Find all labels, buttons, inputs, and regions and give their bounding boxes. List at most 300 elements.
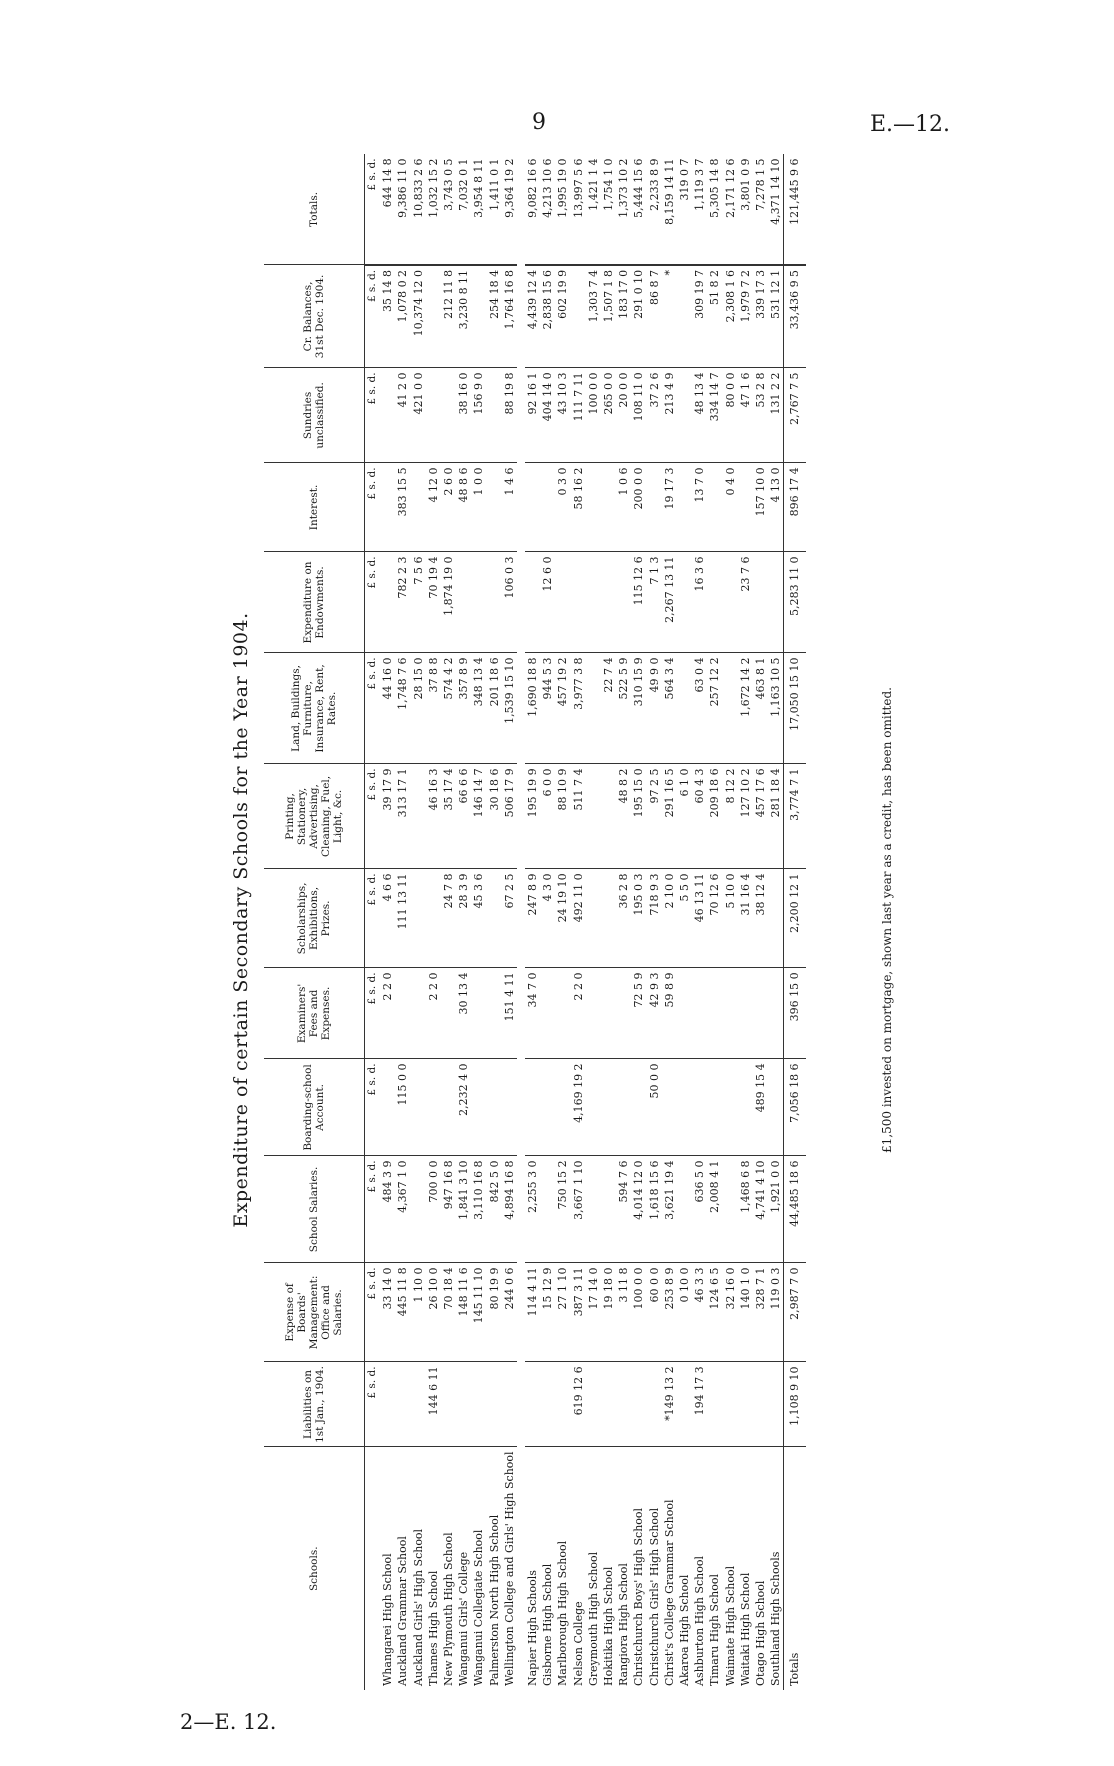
table-cell: 4 6 6 [380,869,395,968]
table-cell: 2 6 0 [441,463,456,552]
table-cell: 124 6 5 [707,1263,722,1362]
table-cell: 48 13 4 [692,368,707,463]
table-cell: 1,921 0 0 [768,1156,784,1263]
table-cell: 48 8 6 [456,463,471,552]
table-cell [677,1362,692,1447]
table-cell [738,1059,753,1156]
table-cell [723,1156,738,1263]
table-cell [380,552,395,653]
table-cell [677,265,692,368]
table-cell: 244 0 6 [502,1263,517,1362]
table-cell: 5 5 0 [677,869,692,968]
table-cell: 2,308 1 6 [723,265,738,368]
table-cell [707,1059,722,1156]
table-cell: 4,741 4 10 [753,1156,768,1263]
table-cell: 3,977 3 8 [571,653,586,764]
table-row [707,154,722,1690]
table-cell: £ s. d. [365,463,381,552]
table-cell: 148 11 6 [456,1263,471,1362]
table-cell: 2,233 8 9 [647,154,662,265]
footer-code: 2—E. 12. [180,1710,277,1734]
table-cell: 4,894 16 8 [502,1156,517,1263]
table-cell: 531 12 1 [768,265,784,368]
table-cell: 111 7 11 [571,368,586,463]
row-label [365,1447,381,1690]
table-cell [540,1156,555,1263]
row-label: New Plymouth High School [442,1532,456,1686]
column-header: Land, Buildings, Furniture, Insurance, Rent, Rates. [264,653,365,764]
table-cell: 9,364 19 2 [502,154,517,265]
table-cell: 357 8 9 [456,653,471,764]
table-cell: 15 12 9 [540,1263,555,1362]
table-cell [411,869,426,968]
table-cell: 0 4 0 [723,463,738,552]
table-cell: 47 1 6 [738,368,753,463]
table-cell: 10,833 2 6 [411,154,426,265]
table-cell: 4,367 1 0 [395,1156,410,1263]
table-cell [411,1156,426,1263]
table-cell: 2,255 3 0 [525,1156,540,1263]
table-cell: 121,445 9 6 [784,154,806,265]
row-label: Ashburton High School [693,1556,707,1686]
table-cell: 1,032 15 2 [426,154,441,265]
table-cell: 644 14 8 [380,154,395,265]
table-cell [426,368,441,463]
table-cell: 5 10 0 [723,869,738,968]
table-cell: 145 11 10 [471,1263,486,1362]
table-cell [411,463,426,552]
table-cell: 20 0 0 [616,368,631,463]
table-cell: 265 0 0 [601,368,616,463]
table-cell: 1 0 0 [471,463,486,552]
table-cell: 4,371 14 10 [768,154,784,265]
table-cell [502,1362,517,1447]
table-cell: 53 2 8 [753,368,768,463]
table-cell: 3,667 1 10 [571,1156,586,1263]
table-cell [487,869,502,968]
table-cell: 1,874 19 0 [441,552,456,653]
table-cell: 43 10 3 [555,368,570,463]
table-cell: 1,078 0 2 [395,265,410,368]
table-row [456,154,471,1690]
row-label: Wellington College and Girls' High School [502,1451,516,1686]
table-row [571,154,586,1690]
table-cell: 445 11 8 [395,1263,410,1362]
table-cell: 564 3 4 [662,653,677,764]
table-cell: 13,997 5 6 [571,154,586,265]
table-cell: 396 15 0 [784,968,806,1059]
table-cell: 619 12 6 [571,1362,586,1447]
table-cell: 108 11 0 [631,368,646,463]
table-cell: 42 9 3 [647,968,662,1059]
table-cell [616,1059,631,1156]
table-cell: 6 1 0 [677,764,692,869]
table-cell: £ s. d. [365,653,381,764]
table-cell: 3,774 7 1 [784,764,806,869]
row-label: Wanganui Collegiate School [472,1529,486,1686]
table-cell [768,968,784,1059]
table-row [426,154,441,1690]
table-cell [616,968,631,1059]
table-cell: 151 4 11 [502,968,517,1059]
table-cell: 1,468 6 8 [738,1156,753,1263]
table-cell: 3,801 0 9 [738,154,753,265]
table-cell: 60 4 3 [692,764,707,869]
table-cell: 70 18 4 [441,1263,456,1362]
table-cell: 4,439 12 4 [525,265,540,368]
table-cell [601,1362,616,1447]
table-cell: *149 13 2 [662,1362,677,1447]
table-cell: 7 1 3 [647,552,662,653]
table-cell [555,552,570,653]
table-row [692,154,707,1690]
row-label: Akaroa High School [678,1574,692,1686]
table-body [365,154,806,1690]
table-cell [768,1059,784,1156]
table-cell [753,1362,768,1447]
table-cell [723,552,738,653]
table-cell [411,764,426,869]
table-cell: 1,690 18 8 [525,653,540,764]
table-cell: 506 17 9 [502,764,517,869]
table-cell: 48 8 2 [616,764,631,869]
table-cell [525,1362,540,1447]
table-cell [601,869,616,968]
table-row [616,154,631,1690]
table-cell [487,368,502,463]
table-cell: 51 8 2 [707,265,722,368]
table-cell: 24 7 8 [441,869,456,968]
table-row [540,154,555,1690]
table-cell: 4,014 12 0 [631,1156,646,1263]
table-cell: 209 18 6 [707,764,722,869]
table-cell: 2,987 7 0 [784,1263,806,1362]
table-cell [677,463,692,552]
table-cell [525,1059,540,1156]
table-cell [586,653,601,764]
table-cell: 8 12 2 [723,764,738,869]
table-cell: 484 3 9 [380,1156,395,1263]
table-cell: 195 19 9 [525,764,540,869]
row-label: Timaru High School [708,1574,722,1686]
table-cell: 88 19 8 [502,368,517,463]
table-cell [601,1059,616,1156]
table-cell: 842 5 0 [487,1156,502,1263]
table-cell: 88 10 9 [555,764,570,869]
table-cell: 750 15 2 [555,1156,570,1263]
table-cell: 46 13 11 [692,869,707,968]
table-cell [677,1156,692,1263]
table-cell [426,1059,441,1156]
table-cell: 348 13 4 [471,653,486,764]
table-cell: 1,163 10 5 [768,653,784,764]
table-cell: 144 6 11 [426,1362,441,1447]
table-cell: 1,108 9 10 [784,1362,806,1447]
table-cell [723,1059,738,1156]
table-cell: 157 10 0 [753,463,768,552]
page-number: 9 [532,110,546,135]
table-cell: 421 0 0 [411,368,426,463]
table-cell: 100 0 0 [586,368,601,463]
table-cell [707,968,722,1059]
table-title: Expenditure of certain Secondary Schools for the Year 1904. [230,612,252,1228]
table-cell [426,265,441,368]
table-cell [586,1059,601,1156]
table-cell: 2 2 0 [571,968,586,1059]
table-row [601,154,616,1690]
table-cell: 0 10 0 [677,1263,692,1362]
table-cell [586,1362,601,1447]
table-cell: 319 0 7 [677,154,692,265]
table-cell: 309 19 7 [692,265,707,368]
table-cell [540,968,555,1059]
table-cell: 80 19 9 [487,1263,502,1362]
table-cell: 5,283 11 0 [784,552,806,653]
table-cell: 66 6 6 [456,764,471,869]
table-cell: 253 8 9 [662,1263,677,1362]
table-cell [471,1362,486,1447]
table-cell: 334 14 7 [707,368,722,463]
table-cell: 46 16 3 [426,764,441,869]
table-row [555,154,570,1690]
table-cell: 24 19 10 [555,869,570,968]
table-cell [738,1362,753,1447]
table-cell: 140 1 0 [738,1263,753,1362]
table-cell [441,1059,456,1156]
table-cell: 106 0 3 [502,552,517,653]
table-cell [662,1059,677,1156]
table-cell: 1,979 7 2 [738,265,753,368]
table-cell [738,463,753,552]
table-cell [555,1059,570,1156]
table-cell: 2 2 0 [380,968,395,1059]
table-cell [677,653,692,764]
rotated-table-region [230,150,1010,1690]
table-cell [586,552,601,653]
document-reference: E.—12. [870,112,951,137]
row-label: Christ's College Grammar School [662,1499,676,1686]
table-cell [441,368,456,463]
table-cell [571,265,586,368]
table-cell [631,1362,646,1447]
column-header: Scholarships, Exhibitions, Prizes. [264,869,365,968]
table-cell: 50 0 0 [647,1059,662,1156]
table-row [631,154,646,1690]
table-cell [441,968,456,1059]
table-cell [571,552,586,653]
table-row [586,154,601,1690]
table-cell: 328 7 1 [753,1263,768,1362]
table-row [677,154,692,1690]
table-cell [487,552,502,653]
table-cell: 35 14 8 [380,265,395,368]
table-cell: 114 4 11 [525,1263,540,1362]
table-cell: 947 16 8 [441,1156,456,1263]
row-label: Nelson College [571,1601,585,1686]
table-cell [586,968,601,1059]
table-cell: 19 18 0 [601,1263,616,1362]
table-cell: 72 5 9 [631,968,646,1059]
table-cell: 7,056 18 6 [784,1059,806,1156]
table-cell [753,552,768,653]
table-cell: 17,050 15 10 [784,653,806,764]
table-cell: 115 0 0 [395,1059,410,1156]
table-cell [540,1362,555,1447]
table-cell: 4,169 19 2 [571,1059,586,1156]
table-cell [707,463,722,552]
table-row [647,154,662,1690]
header-row [264,154,365,1690]
row-label: Waitaki High School [738,1572,752,1686]
table-cell [380,463,395,552]
table-cell: 200 0 0 [631,463,646,552]
row-label: Wanganui Girls' College [457,1551,471,1686]
table-cell: 511 7 4 [571,764,586,869]
table-cell: 387 3 11 [571,1263,586,1362]
table-cell [723,1362,738,1447]
table-cell [586,869,601,968]
table-cell [487,463,502,552]
table-cell [487,1059,502,1156]
table-cell: 2 10 0 [662,869,677,968]
table-cell: 119 0 3 [768,1263,784,1362]
table-cell: 1,995 19 0 [555,154,570,265]
table-cell: 1,748 7 6 [395,653,410,764]
table-cell: 97 2 5 [647,764,662,869]
row-label: Waimate High School [723,1565,737,1686]
table-cell: 5,305 14 8 [707,154,722,265]
table-row [411,154,426,1690]
table-cell [555,1362,570,1447]
column-header: Cr. Balances, 31st Dec. 1904. [264,265,365,368]
table-cell [647,463,662,552]
table-cell: 5,444 15 6 [631,154,646,265]
table-cell: 3,621 19 4 [662,1156,677,1263]
table-cell [456,1362,471,1447]
table-cell: 2,200 12 1 [784,869,806,968]
column-header: Liabilities on 1st Jan., 1904. [264,1362,365,1447]
column-header: Printing, Stationery, Advertising, Cleaning, Fuel, Light, &c. [264,764,365,869]
gap-cell [517,154,525,1690]
column-header: School Salaries. [264,1156,365,1263]
table-cell [677,552,692,653]
table-cell: 30 18 6 [487,764,502,869]
column-header: Boarding-school Account. [264,1059,365,1156]
table-cell: 28 15 0 [411,653,426,764]
table-cell: 313 17 1 [395,764,410,869]
table-cell: 44,485 18 6 [784,1156,806,1263]
table-cell: 291 0 10 [631,265,646,368]
table-cell: 44 16 0 [380,653,395,764]
table-cell: 10,374 12 0 [411,265,426,368]
column-header: Totals. [264,154,365,265]
table-cell: 23 7 6 [738,552,753,653]
table-cell: 7 5 6 [411,552,426,653]
table-cell [631,1059,646,1156]
table-cell: 38 16 0 [456,368,471,463]
table-cell: 1,618 15 6 [647,1156,662,1263]
table-cell: 3,230 8 11 [456,265,471,368]
table-cell [540,1059,555,1156]
table-cell [692,968,707,1059]
table-cell [647,1362,662,1447]
table-cell: 2,838 15 6 [540,265,555,368]
row-label: Greymouth High School [586,1551,600,1686]
table-cell: £ s. d. [365,552,381,653]
table-cell: 310 15 9 [631,653,646,764]
table-cell: 602 19 9 [555,265,570,368]
row-label: Auckland Grammar School [396,1536,410,1686]
table-cell [692,1059,707,1156]
table-cell: 247 8 9 [525,869,540,968]
table-cell [677,1059,692,1156]
table-cell: £ s. d. [365,368,381,463]
table-cell: 100 0 0 [631,1263,646,1362]
row-label: Southland High Schools [769,1551,783,1686]
table-cell: 7,032 0 1 [456,154,471,265]
table-cell: 594 7 6 [616,1156,631,1263]
table-cell: £ s. d. [365,1156,381,1263]
table-cell [380,368,395,463]
table-cell: 2 2 0 [426,968,441,1059]
table-cell: 281 18 4 [768,764,784,869]
table-cell: 1,841 3 10 [456,1156,471,1263]
table-cell: 254 18 4 [487,265,502,368]
table-cell: £ s. d. [365,1059,381,1156]
table-cell: 257 12 2 [707,653,722,764]
table-cell: £ s. d. [365,764,381,869]
table-cell: 195 15 0 [631,764,646,869]
table-cell: 127 10 2 [738,764,753,869]
table-cell: 34 7 0 [525,968,540,1059]
table-cell: 28 3 9 [456,869,471,968]
column-header: Expense of Boards' Management: Office and Salaries. [264,1263,365,1362]
table-cell: 782 2 3 [395,552,410,653]
table-cell: 156 9 0 [471,368,486,463]
row-label: Hokitika High School [602,1566,616,1686]
table-cell [768,869,784,968]
table-cell: 115 12 6 [631,552,646,653]
table-cell [601,764,616,869]
table-cell: 718 9 3 [647,869,662,968]
table-cell: 92 16 1 [525,368,540,463]
table-cell [471,968,486,1059]
table-cell [426,869,441,968]
table-cell [601,463,616,552]
table-cell: 146 14 7 [471,764,486,869]
table-cell: 36 2 8 [616,869,631,968]
table-cell [471,265,486,368]
table-cell: 22 7 4 [601,653,616,764]
table-cell: 212 11 8 [441,265,456,368]
totals-row [784,154,806,1690]
table-cell: 49 9 0 [647,653,662,764]
table-cell: 111 13 11 [395,869,410,968]
table-cell: 2,171 12 6 [723,154,738,265]
table-cell: 195 0 3 [631,869,646,968]
table-cell: £ s. d. [365,1263,381,1362]
table-cell [555,968,570,1059]
table-cell [456,552,471,653]
table-cell: 0 3 0 [555,463,570,552]
table-cell [677,368,692,463]
table-cell: 26 10 0 [426,1263,441,1362]
table-cell: 45 3 6 [471,869,486,968]
row-label: Gisborne High School [541,1563,555,1686]
table-row [768,154,784,1690]
table-cell: 33,436 9 5 [784,265,806,368]
column-header: Sundries unclassified. [264,368,365,463]
